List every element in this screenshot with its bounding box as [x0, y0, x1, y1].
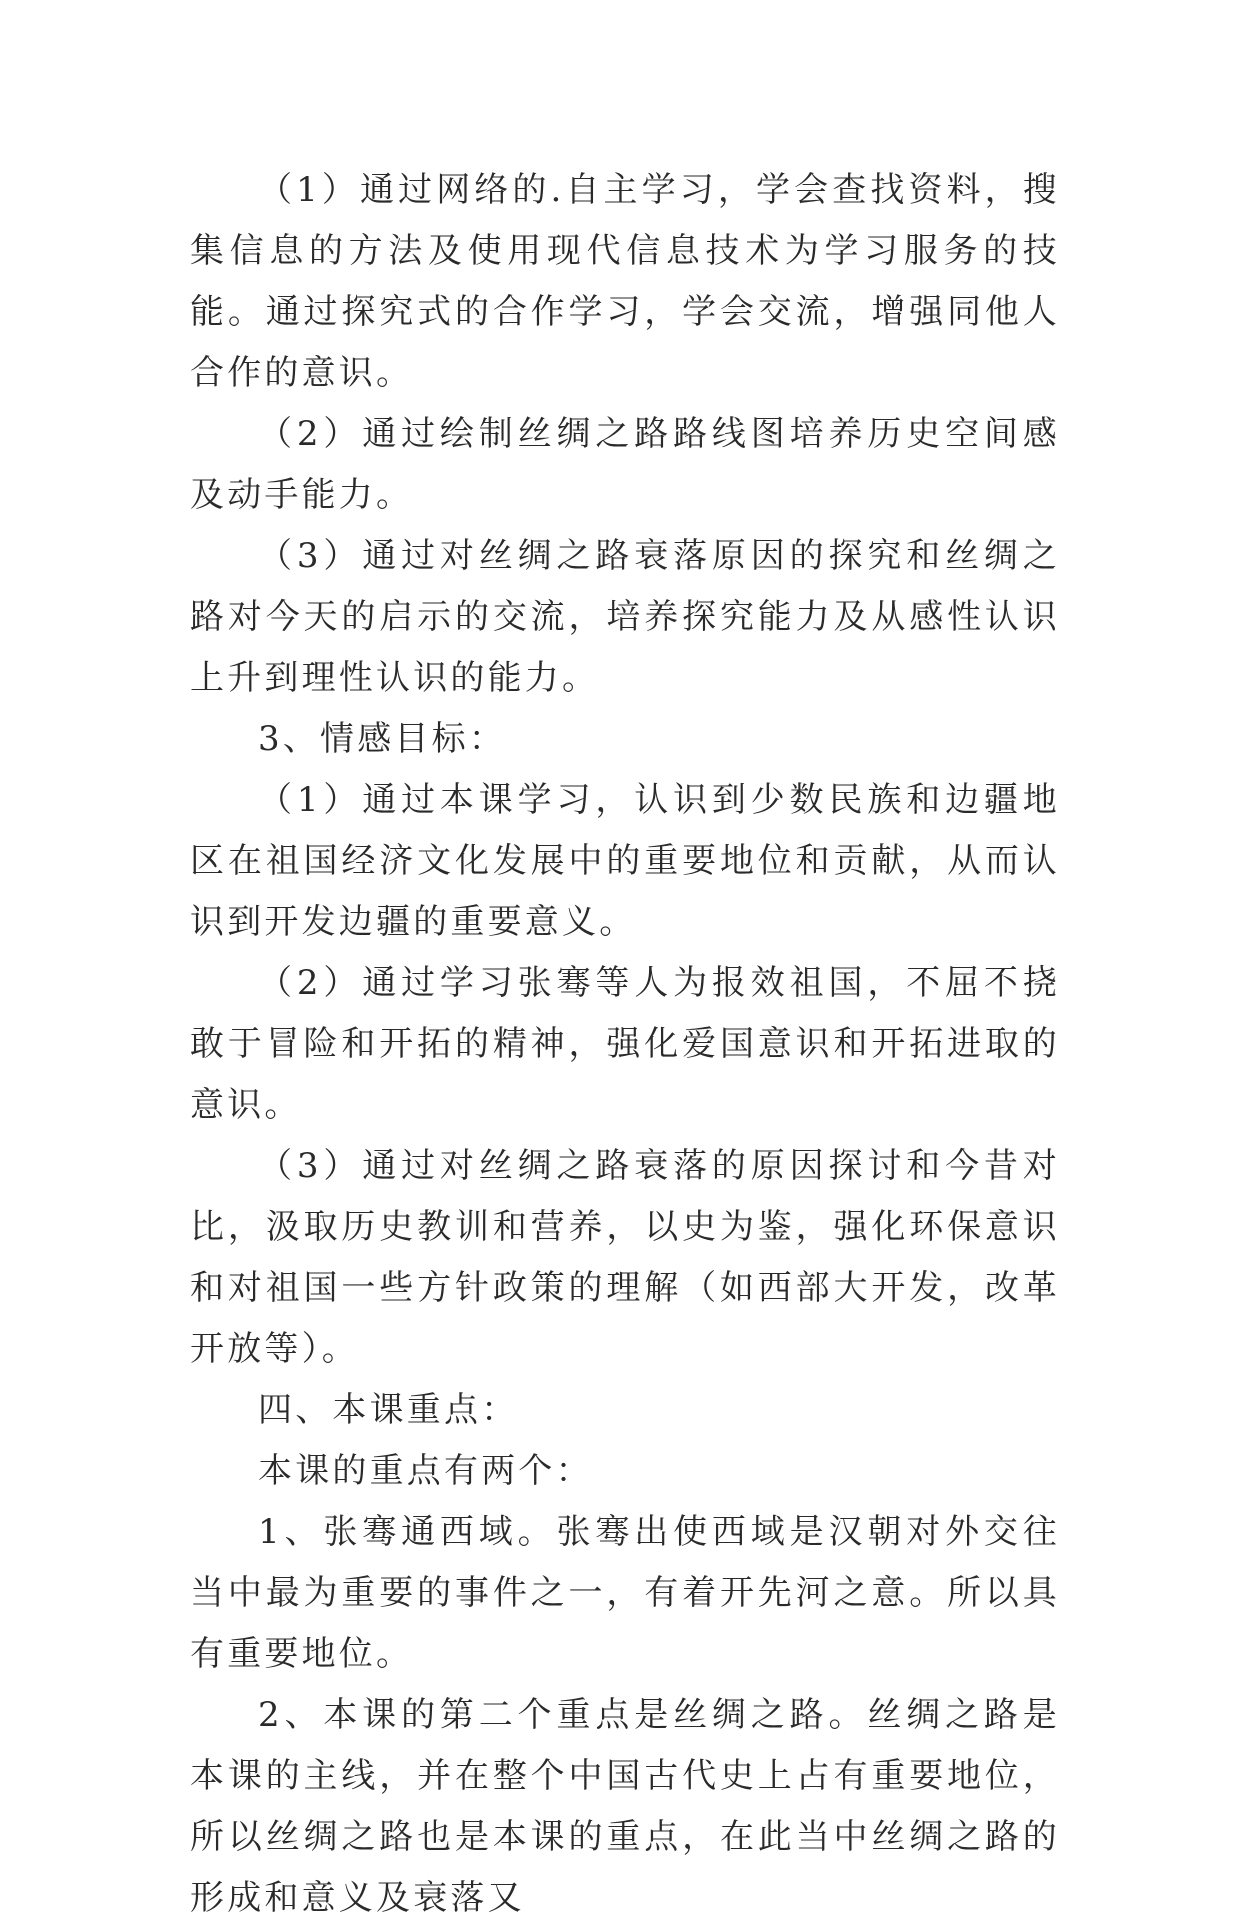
- paragraph-key-point-2: 2、本课的第二个重点是丝绸之路。丝绸之路是本课的主线，并在整个中国古代史上占有重要地位，所以丝绸之路也是本课的重点，在此当中丝绸之路的形成和意义及衰落又: [190, 1695, 1060, 1918]
- paragraph-emotional-goal-1: （1）通过本课学习，认识到少数民族和边疆地区在祖国经济文化发展中的重要地位和贡献，从而认识到开发边疆的重要意义。: [190, 780, 1060, 942]
- section-heading-key-points: 四、本课重点：: [258, 1390, 519, 1430]
- document-body: [190, 160, 1060, 1929]
- section-heading-emotional-goals: 3、情感目标：: [258, 719, 507, 759]
- paragraph-emotional-goal-2: （2）通过学习张骞等人为报效祖国，不屈不挠敢于冒险和开拓的精神，强化爱国意识和开拓进取的意识。: [190, 963, 1060, 1125]
- paragraph-method-objective-1: （1）通过网络的.自主学习，学会查找资料，搜集信息的方法及使用现代信息技术为学习服务的技能。通过探究式的合作学习，学会交流，增强同他人合作的意识。: [190, 170, 1060, 393]
- paragraph-method-objective-2: （2）通过绘制丝绸之路路线图培养历史空间感及动手能力。: [190, 414, 1060, 515]
- paragraph-method-objective-3: （3）通过对丝绸之路衰落原因的探究和丝绸之路对今天的启示的交流，培养探究能力及从感性认识上升到理性认识的能力。: [190, 536, 1060, 698]
- paragraph-emotional-goal-3: （3）通过对丝绸之路衰落的原因探讨和今昔对比，汲取历史教训和营养，以史为鉴，强化环保意识和对祖国一些方针政策的理解（如西部大开发，改革开放等）。: [190, 1146, 1060, 1369]
- paragraph-key-points-intro: 本课的重点有两个：: [258, 1451, 593, 1491]
- paragraph-key-point-1: 1、张骞通西域。张骞出使西域是汉朝对外交往当中最为重要的事件之一，有着开先河之意。所以具有重要地位。: [190, 1512, 1060, 1674]
